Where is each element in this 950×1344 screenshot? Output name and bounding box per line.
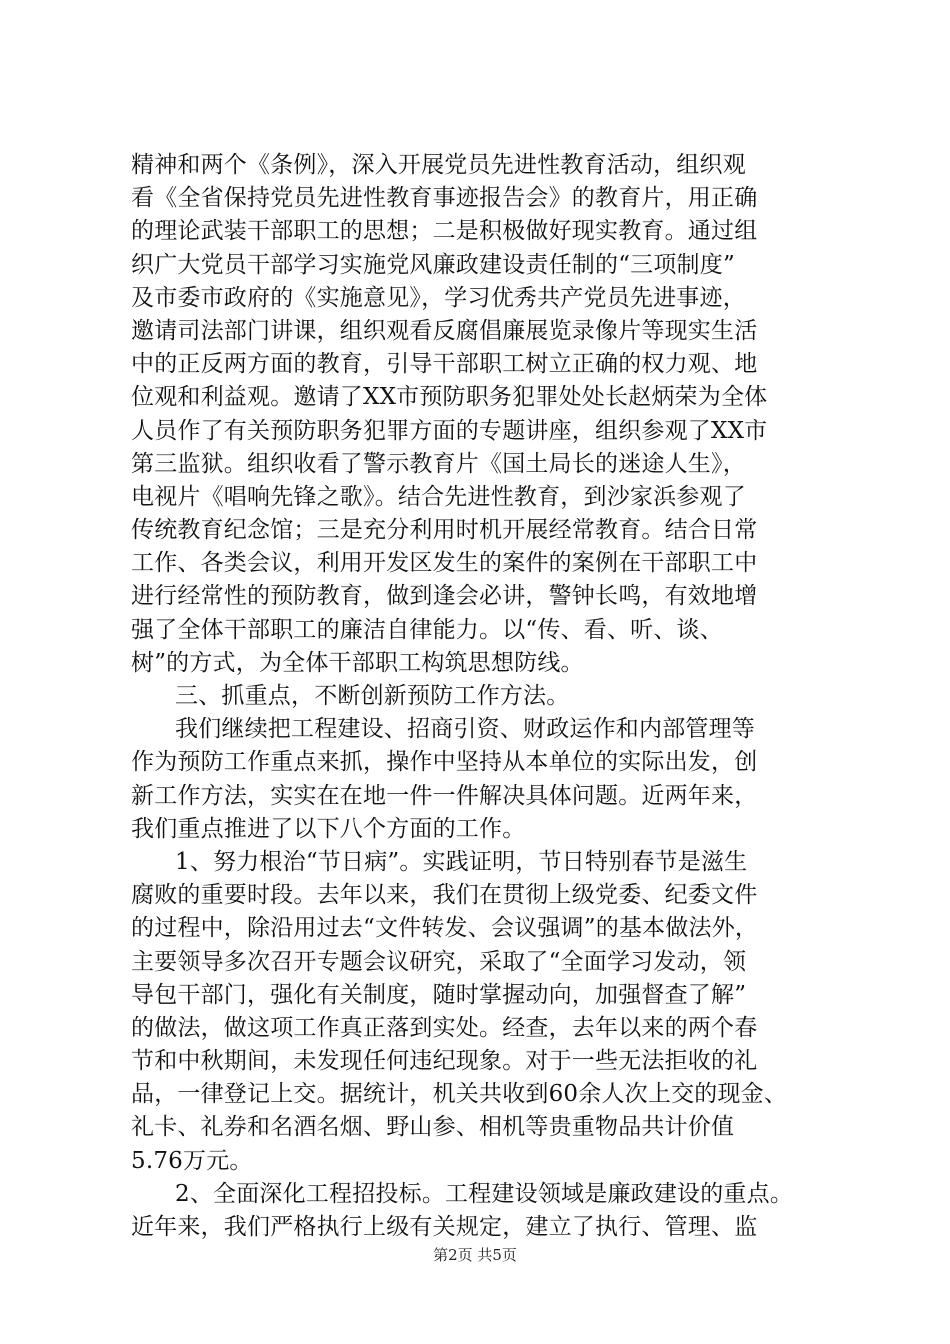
text-line: 人员作了有关预防职务犯罪方面的专题讲座，组织参观了XX市 [131,417,768,444]
text-line: 的过程中，除沿用过去“文件转发、会议强调”的基本做法外， [131,915,759,942]
text-line: 的理论武装干部职工的思想；二是积极做好现实教育。通过组 [131,218,758,245]
text-line: 进行经常性的预防教育，做到逢会必讲，警钟长鸣，有效地增 [131,583,758,610]
text-line: 1、努力根治“节日病”。实践证明，节日特别春节是滋生 [175,848,748,875]
text-line: 腐败的重要时段。去年以来，我们在贯彻上级党委、纪委文件 [131,882,758,909]
text-line: 我们继续把工程建设、招商引资、财政运作和内部管理等 [175,716,755,743]
document-body [131,149,831,1244]
text-line: 新工作方法，实实在在地一件一件解决具体问题。近两年来， [131,782,758,809]
text-line: 的做法，做这项工作真正落到实处。经查，去年以来的两个春 [131,1014,758,1041]
text-line: 工作、各类会议，利用开发区发生的案件的案例在干部职工中 [131,550,758,577]
text-line: 第三监狱。组织收看了警示教育片《国土局长的迷途人生》， [131,450,746,477]
text-line: 近年来，我们严格执行上级有关规定，建立了执行、管理、监 [131,1214,758,1240]
text-line: 作为预防工作重点来抓，操作中坚持从本单位的实际出发，创 [131,749,758,776]
text-line: 品，一律登记上交。据统计，机关共收到60余人次上交的现金、 [131,1081,788,1108]
text-line: 织广大党员干部学习实施党风廉政建设责任制的“三项制度” [131,251,735,278]
text-line: 看《全省保持党员先进性教育事迹报告会》的教育片，用正确 [131,185,758,212]
section-heading: 三、抓重点，不断创新预防工作方法。 [175,683,570,709]
text-line: 我们重点推进了以下八个方面的工作。 [131,815,526,842]
text-line: 2、全面深化工程招投标。工程建设领域是廉政建设的重点。 [175,1180,794,1207]
text-line: 中的正反两方面的教育，引导干部职工树立正确的权力观、地 [131,351,758,378]
text-line: 传统教育纪念馆；三是充分利用时机开展经常教育。结合日常 [131,517,758,544]
text-line: 树”的方式，为全体干部职工构筑思想防线。 [131,649,584,676]
page-footer [0,1244,950,1265]
text-line: 精神和两个《条例》，深入开展党员先进性教育活动，组织观 [131,152,746,178]
text-line: 导包干部门，强化有关制度，随时掌握动向，加强督查了解” [131,981,747,1008]
text-line: 礼卡、礼券和名酒名烟、野山参、相机等贵重物品共计价值 [131,1114,735,1141]
text-line: 电视片《唱响先锋之歌》。结合先进性教育，到沙家浜参观了 [131,483,746,510]
text-line: 位观和利益观。邀请了XX市预防职务犯罪处处长赵炳荣为全体 [131,384,768,411]
text-line: 强了全体干部职工的廉洁自律能力。以“传、看、听、谈、 [131,616,723,643]
text-line: 邀请司法部门讲课，组织观看反腐倡廉展览录像片等现实生活 [131,317,758,344]
text-line: 节和中秋期间，未发现任何违纪现象。对于一些无法拒收的礼 [131,1048,758,1075]
text-line: 及市委市政府的《实施意见》，学习优秀共产党员先进事迹， [131,284,746,311]
text-line: 5.76万元。 [131,1147,253,1174]
text-line: 主要领导多次召开专题会议研究，采取了“全面学习发动，领 [131,948,747,975]
page-number: 第2页 共5页 [433,1246,517,1264]
